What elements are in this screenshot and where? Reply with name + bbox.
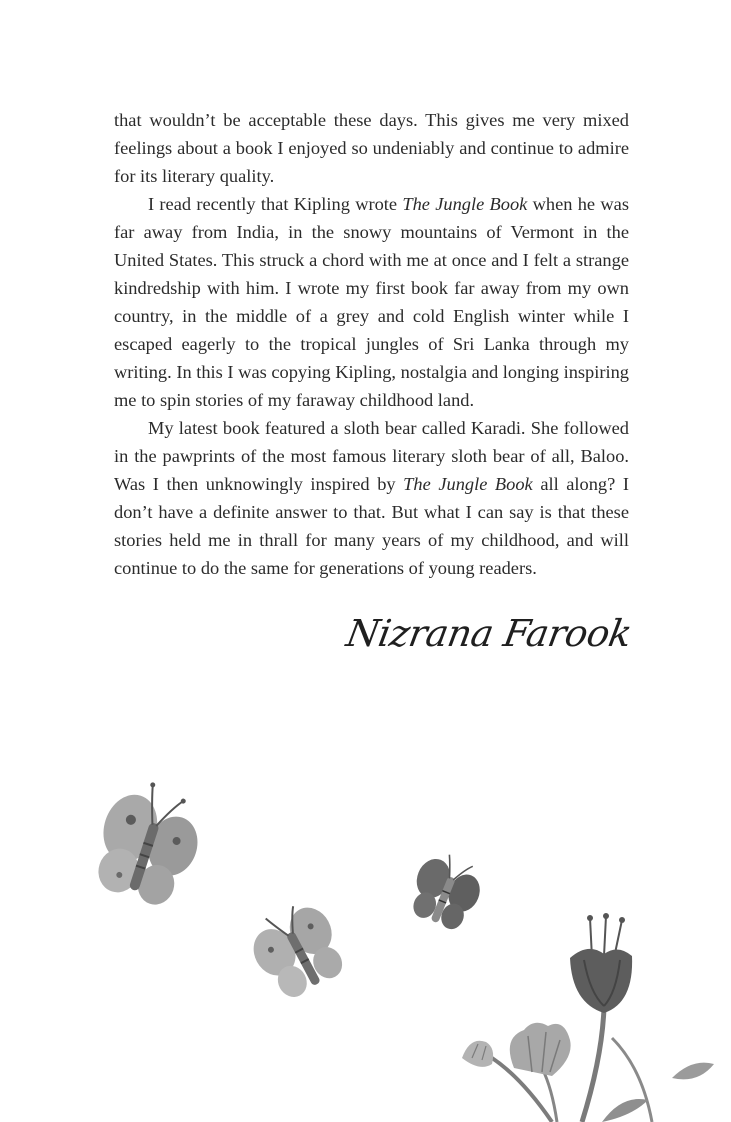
author-signature: Nizrana Farook bbox=[343, 612, 635, 655]
paragraph-1-text: that wouldn’t be acceptable these days. This gives me very mixed feelings about a book I enjoyed so undeniably and continue to admire for its literary quality. bbox=[114, 110, 629, 186]
paragraph-2-text-a: I read recently that Kipling wrote bbox=[148, 194, 403, 214]
book-title: The Jungle Book bbox=[402, 194, 528, 214]
paragraph-3-text-b: all along? I don’t have a definite answer to that. But what I can say is that these stories held me in thrall for many years of my childhood, and will continue to do the same for generations of young readers. bbox=[114, 474, 629, 578]
paragraph-3 bbox=[114, 414, 629, 582]
paragraph-2-text-b: when he was far away from India, in the snowy mountains of Vermont in the United States. This struck a chord with me at once and I felt a strange kindredship with him. I wrote my first book far away from my own country, in the middle of a grey and cold English winter while I escaped eagerly to the tropical jungles of Sri Lanka through my writing. In this I was copying Kipling, nostalgia and longing inspiring me to spin stories of my faraway childhood land. bbox=[114, 194, 629, 410]
paragraph-1 bbox=[114, 106, 629, 190]
book-title: The Jungle Book bbox=[403, 474, 533, 494]
paragraph-2 bbox=[114, 190, 629, 414]
flower-illustration bbox=[452, 908, 731, 1122]
butterfly-large-icon bbox=[88, 776, 204, 916]
butterfly-medium-icon bbox=[248, 900, 354, 1006]
body-text bbox=[114, 106, 629, 582]
paragraph-3-text-a: My latest book featured a sloth bear called Karadi. She followed in the pawprints of the most famous literary sloth bear of all, Baloo. Was I then unknowingly inspired by bbox=[114, 418, 629, 494]
